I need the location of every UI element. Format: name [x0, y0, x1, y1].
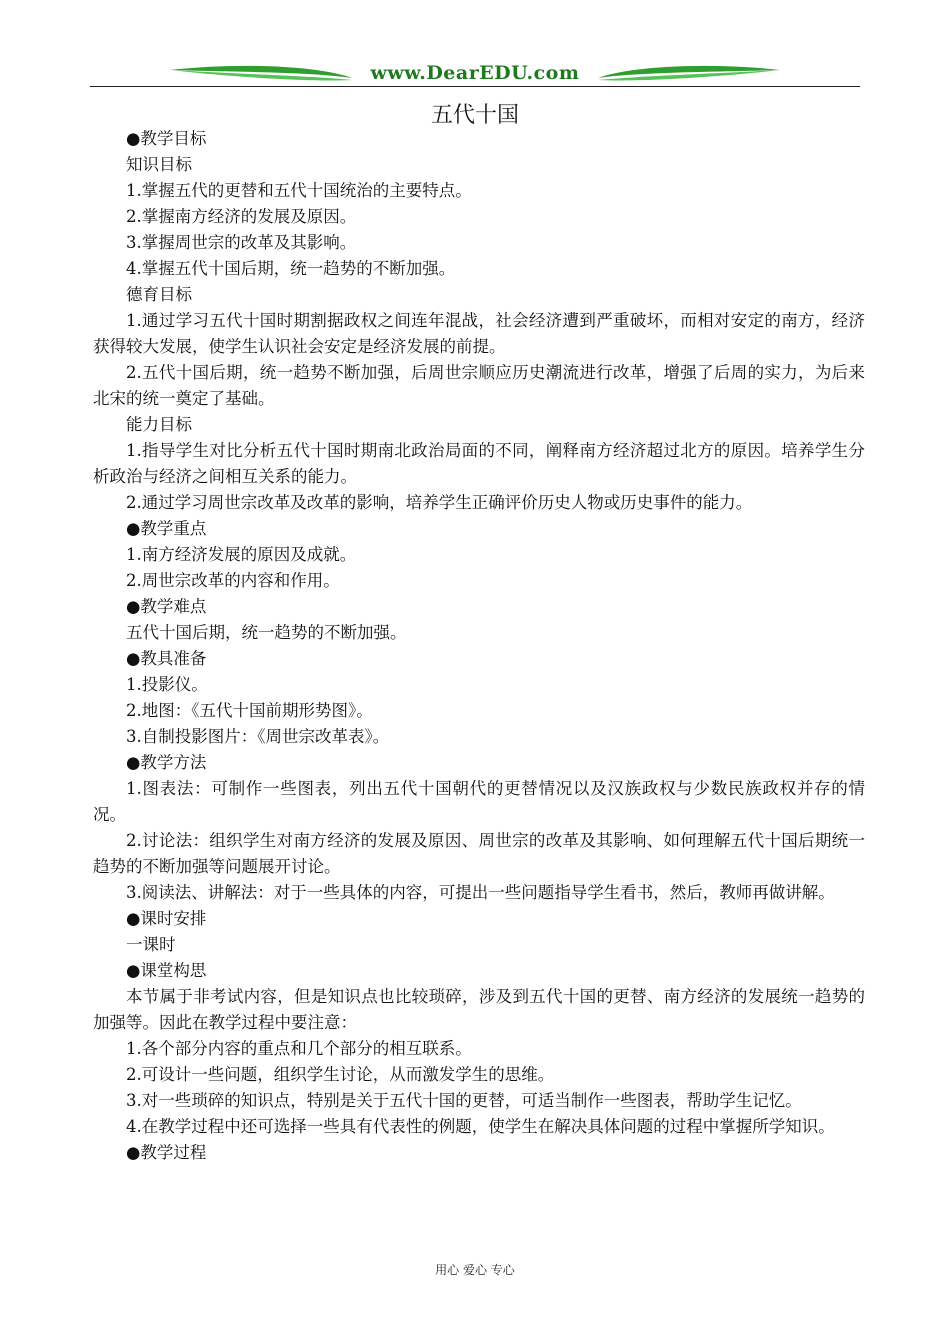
site-header [90, 58, 860, 94]
body-paragraph: 1.南方经济发展的原因及成就。 [126, 545, 357, 564]
body-paragraph: 本节属于非考试内容，但是知识点也比较琐碎，涉及到五代十国的更替、南方经济的发展统一趋势的加强等。因此在教学过程中要注意： [93, 987, 865, 1032]
section-heading: ●教学过程 [126, 1143, 207, 1162]
body-paragraph: 1.各个部分内容的重点和几个部分的相互联系。 [126, 1039, 472, 1058]
section-heading: ●教学方法 [126, 753, 207, 772]
document-title: 五代十国 [430, 103, 519, 128]
body-paragraph: 4.掌握五代十国后期，统一趋势的不断加强。 [126, 259, 456, 278]
document-body [93, 126, 865, 1166]
section-heading: ●教学目标 [126, 129, 207, 148]
body-paragraph: 知识目标 [126, 155, 192, 174]
body-paragraph: 3.对一些琐碎的知识点，特别是关于五代十国的更替，可适当制作一些图表，帮助学生记忆。 [126, 1091, 802, 1110]
section-heading: ●课堂构思 [126, 961, 207, 980]
body-paragraph: 2.讨论法：组织学生对南方经济的发展及原因、周世宗的改革及其影响、如何理解五代十国后期统一趋势的不断加强等问题展开讨论。 [93, 831, 865, 876]
site-logo-text: www.DearEDU.com [370, 62, 580, 84]
body-paragraph: 能力目标 [126, 415, 192, 434]
body-paragraph: 3.自制投影图片：《周世宗改革表》。 [126, 727, 390, 746]
body-paragraph: 2.周世宗改革的内容和作用。 [126, 571, 340, 590]
body-paragraph: 2.掌握南方经济的发展及原因。 [126, 207, 357, 226]
section-heading: ●课时安排 [126, 909, 207, 928]
body-paragraph: 五代十国后期，统一趋势的不断加强。 [126, 623, 407, 642]
body-paragraph: 2.可设计一些问题，组织学生讨论，从而激发学生的思维。 [126, 1065, 555, 1084]
header-divider [90, 86, 860, 87]
body-paragraph: 1.投影仪。 [126, 675, 208, 694]
body-paragraph: 一课时 [126, 935, 176, 954]
body-paragraph: 1.指导学生对比分析五代十国时期南北政治局面的不同，阐释南方经济超过北方的原因。培养学生分析政治与经济之间相互关系的能力。 [93, 441, 865, 486]
section-heading: ●教学难点 [126, 597, 207, 616]
body-paragraph: 3.掌握周世宗的改革及其影响。 [126, 233, 357, 252]
page-footer: 用心 爱心 专心 [435, 1263, 515, 1277]
body-paragraph: 3.阅读法、讲解法：对于一些具体的内容，可提出一些问题指导学生看书，然后，教师再做讲解。 [126, 883, 835, 902]
body-paragraph: 2.五代十国后期，统一趋势不断加强，后周世宗顺应历史潮流进行改革，增强了后周的实力，为后来北宋的统一奠定了基础。 [93, 363, 865, 408]
section-heading: ●教学重点 [126, 519, 207, 538]
body-paragraph: 1.图表法：可制作一些图表，列出五代十国朝代的更替情况以及汉族政权与少数民族政权并存的情况。 [93, 779, 865, 824]
body-paragraph: 德育目标 [126, 285, 192, 304]
body-paragraph: 1.掌握五代的更替和五代十国统治的主要特点。 [126, 181, 472, 200]
section-heading: ●教具准备 [126, 649, 207, 668]
body-paragraph: 1.通过学习五代十国时期割据政权之间连年混战，社会经济遭到严重破坏，而相对安定的南方，经济获得较大发展，使学生认识社会安定是经济发展的前提。 [93, 311, 865, 356]
body-paragraph: 2.地图：《五代十国前期形势图》。 [126, 701, 373, 720]
body-paragraph: 2.通过学习周世宗改革及改革的影响，培养学生正确评价历史人物或历史事件的能力。 [126, 493, 753, 512]
body-paragraph: 4.在教学过程中还可选择一些具有代表性的例题，使学生在解决具体问题的过程中掌握所学知识。 [126, 1117, 835, 1136]
